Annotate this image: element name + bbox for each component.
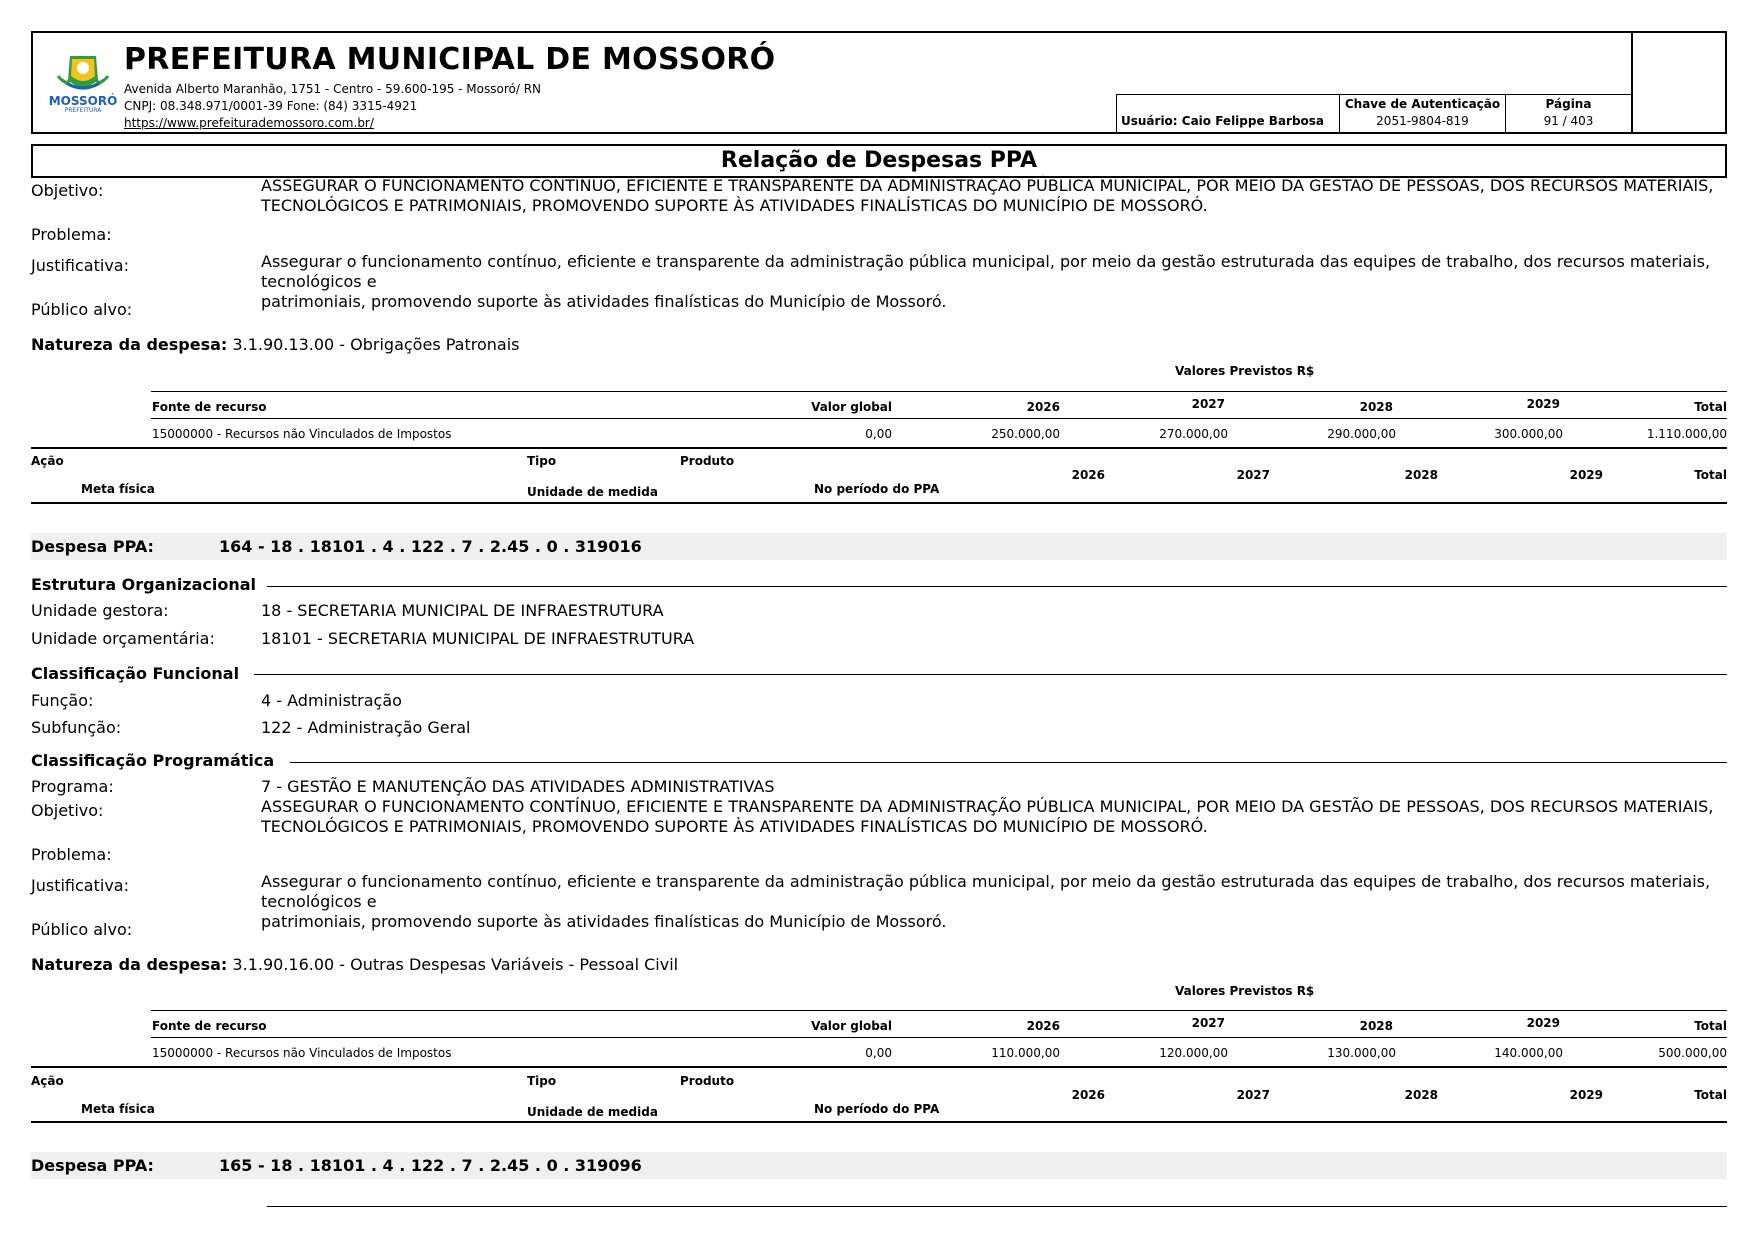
estrutura-title: Estrutura Organizacional	[31, 575, 257, 594]
justificativa-line-2: patrimoniais, promovendo suporte às atividades finalísticas do Município de Mossoró.	[261, 292, 947, 311]
objetivo-value	[261, 176, 1721, 216]
objetivo-line-2: TECNOLÓGICOS E PATRIMONIAIS, PROMOVENDO SUPORTE ÀS ATIVIDADES FINALÍSTICAS DO MUNICÍPIO DE MOSSORÓ.	[261, 196, 1208, 215]
valores-previstos-label: Valores Previstos R$	[1175, 364, 1315, 378]
th2-total: Total	[1694, 1019, 1727, 1033]
acao-total: Total	[1694, 468, 1727, 482]
unidade-gestora-label: Unidade gestora:	[31, 601, 169, 620]
auth-key-value: 2051-9804-819	[1376, 114, 1469, 128]
periodo-ppa2-label: No período do PPA	[814, 1102, 940, 1116]
org-name: PREFEITURA MUNICIPAL DE MOSSORÓ	[124, 42, 776, 77]
page-number: 91 / 403	[1543, 114, 1594, 128]
programa-value: 7 - GESTÃO E MANUTENÇÃO DAS ATIVIDADES ADMINISTRATIVAS	[261, 777, 775, 796]
th-total: Total	[1694, 400, 1727, 414]
td-total: 1.110.000,00	[1646, 427, 1727, 441]
acao-bottom-rule	[31, 502, 1727, 504]
auth-key-label: Chave de Autenticação	[1344, 97, 1501, 111]
report-title: Relação de Despesas PPA	[31, 144, 1727, 178]
problema-label: Problema:	[31, 225, 112, 244]
programatica-rule	[290, 762, 1727, 763]
logo-subtext: PREFEITURA	[64, 107, 102, 114]
td-2027: 270.000,00	[1159, 427, 1228, 441]
acao2-2028: 2028	[1404, 1088, 1438, 1102]
auth-key-cell	[1339, 94, 1506, 134]
th2-2026: 2026	[1026, 1019, 1060, 1033]
objetivo-line-1: ASSEGURAR O FUNCIONAMENTO CONTÍNUO, EFICIENTE E TRANSPARENTE DA ADMINISTRAÇÃO PÚBLICA MUNICIPAL, POR MEIO DA GESTÃO DE PESSOAS, DOS RECURSOS MATERIAIS,	[261, 176, 1714, 195]
unidade-medida2-label: Unidade de medida	[527, 1105, 658, 1119]
acao2-2029: 2029	[1569, 1088, 1603, 1102]
acao2-2026: 2026	[1071, 1088, 1105, 1102]
justificativa-value	[261, 252, 1721, 312]
table2-bottom-rule	[31, 1066, 1727, 1068]
objetivo2-line-2: TECNOLÓGICOS E PATRIMONIAIS, PROMOVENDO SUPORTE ÀS ATIVIDADES FINALÍSTICAS DO MUNICÍPIO DE MOSSORÓ.	[261, 817, 1208, 836]
acao2-bottom-rule	[31, 1121, 1727, 1123]
header-right-cell	[1631, 31, 1727, 134]
acao-2029: 2029	[1569, 468, 1603, 482]
despesa-ppa-code: 164 - 18 . 18101 . 4 . 122 . 7 . 2.45 . 0 . 319016	[219, 537, 642, 556]
objetivo2-value	[261, 797, 1721, 837]
tipo2-label: Tipo	[527, 1074, 557, 1088]
org-website-wrap	[124, 116, 374, 130]
unidade-orcamentaria-value: 18101 - SECRETARIA MUNICIPAL DE INFRAESTRUTURA	[261, 629, 695, 648]
despesa-ppa-label: Despesa PPA:	[31, 537, 154, 556]
table-top-rule	[151, 391, 1727, 392]
user-label: Usuário: Caio Felippe Barbosa	[1121, 114, 1325, 128]
th2-2028: 2028	[1359, 1019, 1393, 1033]
acao2-label: Ação	[31, 1074, 64, 1088]
subfuncao-value: 122 - Administração Geral	[261, 718, 471, 737]
td2-2026: 110.000,00	[991, 1046, 1060, 1060]
td-fonte: 15000000 - Recursos não Vinculados de Impostos	[152, 427, 452, 441]
table-bottom-rule	[31, 447, 1727, 449]
next-section-rule	[267, 1206, 1727, 1207]
th2-2029: 2029	[1526, 1016, 1560, 1030]
unidade-gestora-value: 18 - SECRETARIA MUNICIPAL DE INFRAESTRUTURA	[261, 601, 664, 620]
th-valor-global: Valor global	[811, 400, 892, 414]
td-2026: 250.000,00	[991, 427, 1060, 441]
despesa-ppa2-code: 165 - 18 . 18101 . 4 . 122 . 7 . 2.45 . 0 . 319096	[219, 1156, 642, 1175]
subfuncao-label: Subfunção:	[31, 718, 122, 737]
despesa-ppa-bar	[31, 533, 1727, 560]
programa-label: Programa:	[31, 777, 114, 796]
valores-previstos2-label: Valores Previstos R$	[1175, 984, 1315, 998]
th2-valor-global: Valor global	[811, 1019, 892, 1033]
despesa-ppa2-bar	[31, 1152, 1727, 1179]
org-cnpj-phone: CNPJ: 08.348.971/0001-39 Fone: (84) 3315-4921	[124, 99, 418, 113]
org-website-link[interactable]: https://www.prefeiturademossoro.com.br/	[124, 116, 374, 130]
natureza-label: Natureza da despesa:	[31, 335, 228, 354]
acao2-total: Total	[1694, 1088, 1727, 1102]
acao2-2027: 2027	[1236, 1088, 1270, 1102]
th-2026: 2026	[1026, 400, 1060, 414]
funcional-title: Classificação Funcional	[31, 664, 240, 683]
justificativa2-value	[261, 872, 1721, 932]
unidade-medida-label: Unidade de medida	[527, 485, 658, 499]
td2-2028: 130.000,00	[1327, 1046, 1396, 1060]
funcao-label: Função:	[31, 691, 94, 710]
td2-total: 500.000,00	[1658, 1046, 1727, 1060]
funcao-value: 4 - Administração	[261, 691, 402, 710]
th2-fonte: Fonte de recurso	[152, 1019, 267, 1033]
td2-2029: 140.000,00	[1494, 1046, 1563, 1060]
acao-2027: 2027	[1236, 468, 1270, 482]
meta-fisica-label: Meta física	[81, 482, 155, 496]
objetivo2-label: Objetivo:	[31, 801, 104, 820]
page-cell	[1505, 94, 1632, 134]
natureza-row	[31, 335, 519, 354]
td2-2027: 120.000,00	[1159, 1046, 1228, 1060]
publico2-label: Público alvo:	[31, 920, 133, 939]
justificativa2-line-1: Assegurar o funcionamento contínuo, eficiente e transparente da administração pública municipal, por meio da gestão estruturada das equipes de trabalho, dos recursos materiais, tecnológicos e	[261, 872, 1711, 911]
objetivo2-line-1: ASSEGURAR O FUNCIONAMENTO CONTÍNUO, EFICIENTE E TRANSPARENTE DA ADMINISTRAÇÃO PÚBLICA MUNICIPAL, POR MEIO DA GESTÃO DE PESSOAS, DOS RECURSOS MATERIAIS,	[261, 797, 1714, 816]
td-2029: 300.000,00	[1494, 427, 1563, 441]
problema2-label: Problema:	[31, 845, 112, 864]
natureza2-label: Natureza da despesa:	[31, 955, 228, 974]
th-fonte: Fonte de recurso	[152, 400, 267, 414]
td-valor-global: 0,00	[865, 427, 892, 441]
td2-fonte: 15000000 - Recursos não Vinculados de Impostos	[152, 1046, 452, 1060]
table2-header-rule	[151, 1037, 1727, 1038]
org-address: Avenida Alberto Maranhão, 1751 - Centro - 59.600-195 - Mossoró/ RN	[124, 82, 542, 96]
unidade-orcamentaria-label: Unidade orçamentária:	[31, 629, 215, 648]
acao-2028: 2028	[1404, 468, 1438, 482]
td-2028: 290.000,00	[1327, 427, 1396, 441]
meta-fisica2-label: Meta física	[81, 1102, 155, 1116]
produto2-label: Produto	[680, 1074, 735, 1088]
justificativa-line-1: Assegurar o funcionamento contínuo, eficiente e transparente da administração pública municipal, por meio da gestão estruturada das equipes de trabalho, dos recursos materiais, tecnológicos e	[261, 252, 1711, 291]
natureza-value: 3.1.90.13.00 - Obrigações Patronais	[232, 335, 520, 354]
tipo-label: Tipo	[527, 454, 557, 468]
td2-valor-global: 0,00	[865, 1046, 892, 1060]
despesa-ppa2-label: Despesa PPA:	[31, 1156, 154, 1175]
publico-label: Público alvo:	[31, 300, 133, 319]
acao-2026: 2026	[1071, 468, 1105, 482]
funcional-rule	[254, 674, 1727, 675]
programatica-title: Classificação Programática	[31, 751, 275, 770]
justificativa-label: Justificativa:	[31, 256, 129, 275]
page-label: Página	[1545, 97, 1592, 111]
justificativa2-line-2: patrimoniais, promovendo suporte às atividades finalísticas do Município de Mossoró.	[261, 912, 947, 931]
th-2027: 2027	[1191, 397, 1225, 411]
produto-label: Produto	[680, 454, 735, 468]
th2-2027: 2027	[1191, 1016, 1225, 1030]
natureza2-value: 3.1.90.16.00 - Outras Despesas Variáveis - Pessoal Civil	[232, 955, 679, 974]
th-2028: 2028	[1359, 400, 1393, 414]
natureza2-row	[31, 955, 678, 974]
estrutura-rule	[267, 586, 1727, 587]
logo-text: MOSSORÓ	[48, 94, 118, 108]
table2-top-rule	[151, 1010, 1727, 1011]
justificativa2-label: Justificativa:	[31, 876, 129, 895]
acao-label: Ação	[31, 454, 64, 468]
objetivo-label: Objetivo:	[31, 181, 104, 200]
user-cell	[1116, 94, 1340, 134]
periodo-ppa-label: No período do PPA	[814, 482, 940, 496]
table-header-rule	[151, 418, 1727, 419]
mossoro-logo	[48, 50, 118, 112]
th-2029: 2029	[1526, 397, 1560, 411]
